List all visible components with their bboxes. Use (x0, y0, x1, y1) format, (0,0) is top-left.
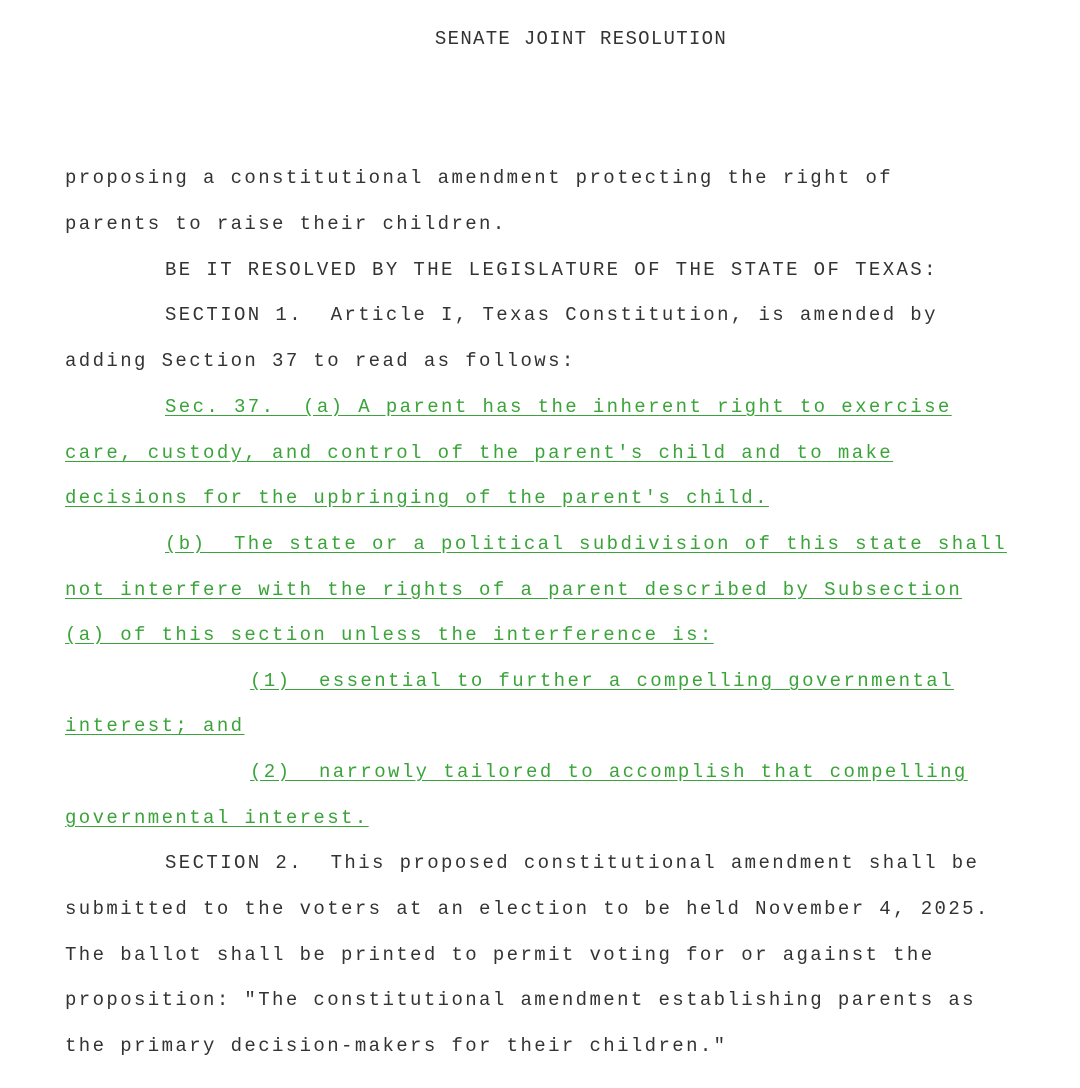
inserted-item-2-line-2: governmental interest. (65, 807, 369, 829)
inserted-item-1-line-1: (1) essential to further a compelling governmental (250, 670, 954, 692)
inserted-item-1-line-2: interest; and (65, 715, 245, 737)
inserted-subsec-a-line-1: Sec. 37. (a) A parent has the inherent right to exercise (165, 396, 952, 418)
inserted-subsec-a-line-2: care, custody, and control of the parent's child and to make (65, 442, 894, 464)
enacting-clause: BE IT RESOLVED BY THE LEGISLATURE OF THE STATE OF TEXAS: (165, 259, 938, 281)
section-2-line-4: proposition: "The constitutional amendment establishing parents as (65, 989, 976, 1011)
section-1-line-2: adding Section 37 to read as follows: (65, 350, 576, 372)
caption-line-1: proposing a constitutional amendment protecting the right of (65, 167, 894, 189)
section-2-line-1: SECTION 2. This proposed constitutional amendment shall be (165, 852, 980, 874)
inserted-subsec-b-line-2: not interfere with the rights of a parent described by Subsection (65, 579, 963, 601)
section-1-line-1: SECTION 1. Article I, Texas Constitution, is amended by (165, 304, 938, 326)
inserted-subsec-a-line-3: decisions for the upbringing of the parent's child. (65, 487, 769, 509)
inserted-subsec-b-line-1: (b) The state or a political subdivision of this state shall (165, 533, 1007, 555)
caption-line-2: parents to raise their children. (65, 213, 507, 235)
section-2-line-5: the primary decision-makers for their children." (65, 1035, 728, 1057)
inserted-item-2-line-1: (2) narrowly tailored to accomplish that compelling (250, 761, 968, 783)
section-2-line-2: submitted to the voters at an election to be held November 4, 2025. (65, 898, 990, 920)
inserted-subsec-b-line-3: (a) of this section unless the interference is: (65, 624, 714, 646)
document-title: SENATE JOINT RESOLUTION (434, 28, 728, 50)
section-2-line-3: The ballot shall be printed to permit voting for or against the (65, 944, 935, 966)
